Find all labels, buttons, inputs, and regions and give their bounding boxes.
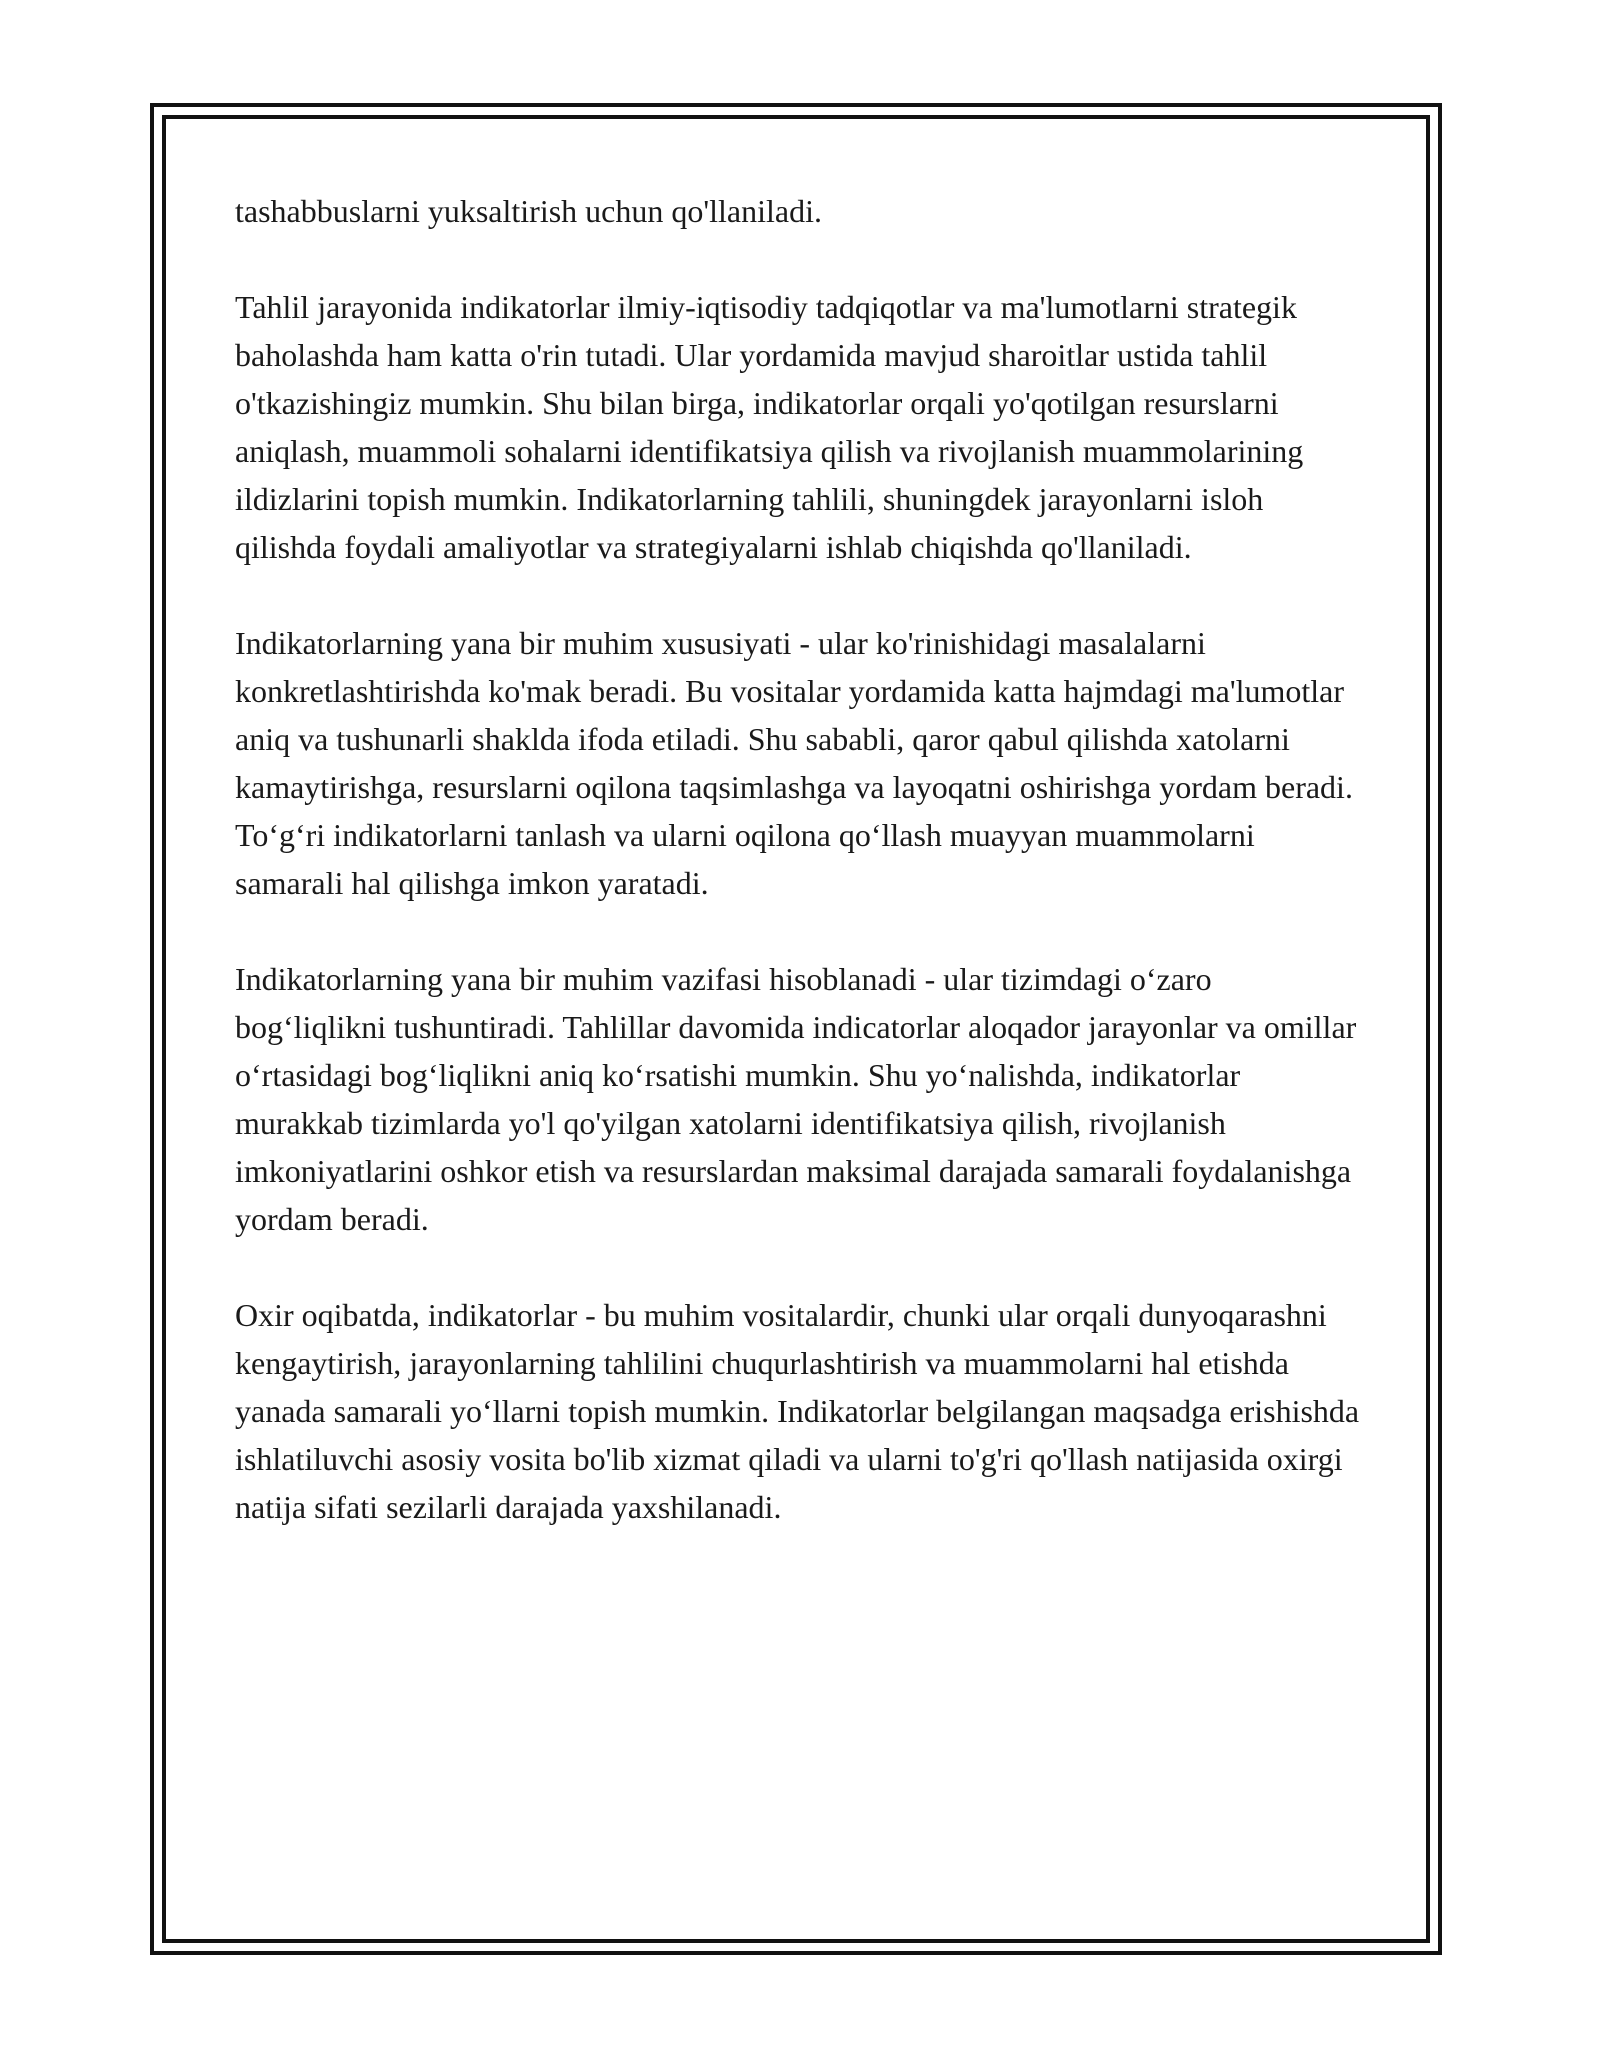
document-body xyxy=(235,187,1370,1531)
paragraph-2: Tahlil jarayonida indikatorlar ilmiy-iqtisodiy tadqiqotlar va ma'lumotlarni strategik baholashda ham katta o'rin tutadi. Ular yordamida mavjud sharoitlar ustida tahlil o'tkazishingiz mumkin. Shu bilan birga, indikatorlar orqali yo'qotilgan resurslarni aniqlash, muammoli sohalarni identifikatsiya qilish va rivojlanish muammolarining ildizlarini topish mumkin. Indikatorlarning tahlili, shuningdek jarayonlarni isloh qilishda foydali amaliyotlar va strategiyalarni ishlab chiqishda qo'llaniladi. xyxy=(235,289,1304,565)
paragraph-3: Indikatorlarning yana bir muhim xususiyati - ular ko'rinishidagi masalalarni konkretlashtirishda ko'mak beradi. Bu vositalar yordamida katta hajmdagi ma'lumotlar aniq va tushunarli shaklda ifoda etiladi. Shu sababli, qaror qabul qilishda xatolarni kamaytirishga, resurslarni oqilona taqsimlashga va layoqatni oshirishga yordam beradi. To‘g‘ri indikatorlarni tanlash va ularni oqilona qo‘llash muayyan muammolarni samarali hal qilishga imkon yaratadi. xyxy=(235,625,1353,901)
paragraph-5: Oxir oqibatda, indikatorlar - bu muhim vositalardir, chunki ular orqali dunyoqarashni kengaytirish, jarayonlarning tahlilini chuqurlashtirish va muammolarni hal etishda yanada samarali yo‘llarni topish mumkin. Indikatorlar belgilangan maqsadga erishishda ishlatiluvchi asosiy vosita bo'lib xizmat qiladi va ularni to'g'ri qo'llash natijasida oxirgi natija sifati sezilarli darajada yaxshilanadi. xyxy=(235,1297,1360,1525)
paragraph-1: tashabbuslarni yuksaltirish uchun qo'llaniladi. xyxy=(235,193,822,229)
paragraph-4: Indikatorlarning yana bir muhim vazifasi hisoblanadi - ular tizimdagi o‘zaro bog‘liqlikni tushuntiradi. Tahlillar davomida indicatorlar aloqador jarayonlar va omillar o‘rtasidagi bog‘liqlikni aniq ko‘rsatishi mumkin. Shu yo‘nalishda, indikatorlar murakkab tizimlarda yo'l qo'yilgan xatolarni identifikatsiya qilish, rivojlanish imkoniyatlarini oshkor etish va resurslardan maksimal darajada samarali foydalanishga yordam beradi. xyxy=(235,961,1357,1237)
